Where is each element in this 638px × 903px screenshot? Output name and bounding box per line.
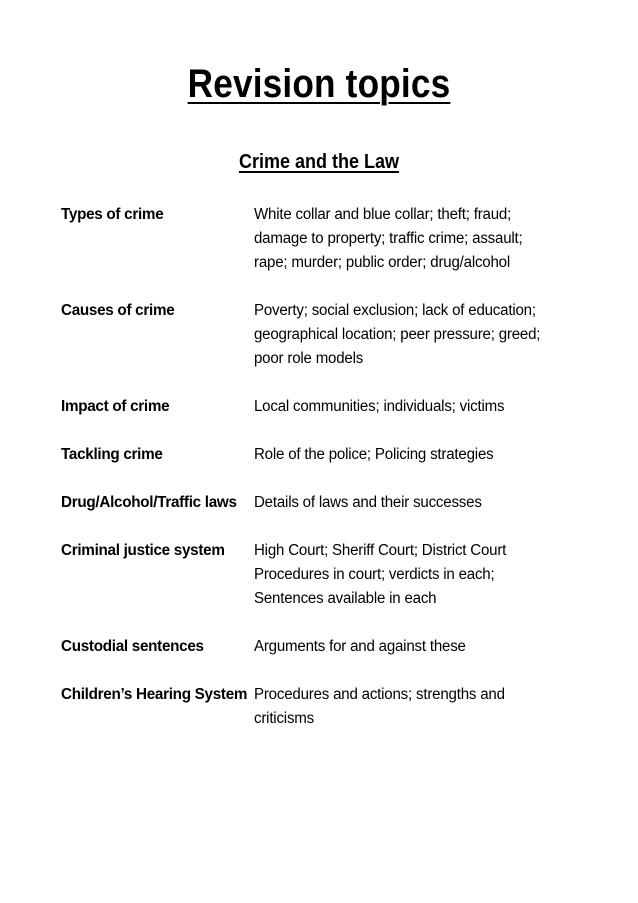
topic-detail-line: poor role models [254, 350, 364, 367]
topic-row [61, 539, 581, 611]
topic-detail [254, 203, 581, 275]
topic-detail [254, 395, 581, 419]
topic-name: Custodial sentences [61, 638, 204, 655]
topic-row [61, 635, 581, 659]
topic-name: Tackling crime [61, 446, 163, 463]
topic-detail [254, 635, 581, 659]
topic-detail-line: criticisms [254, 710, 314, 727]
topic-name: Children’s Hearing System [61, 686, 248, 703]
topic-name: Impact of crime [61, 398, 170, 415]
page-title: Revision topics [187, 62, 451, 106]
topic-row [61, 491, 581, 515]
topic-detail-line: Poverty; social exclusion; lack of education; [254, 302, 536, 319]
topics-list [61, 203, 581, 731]
topic-name: Criminal justice system [61, 542, 225, 559]
topic-name: Types of crime [61, 206, 164, 223]
topic-name: Drug/Alcohol/Traffic laws [61, 494, 237, 511]
topic-detail-line: rape; murder; public order; drug/alcohol [254, 254, 511, 271]
topic-detail [254, 443, 581, 467]
page-subtitle: Crime and the Law [238, 151, 400, 173]
topic-detail-line: damage to property; traffic crime; assault; [254, 230, 523, 247]
topic-detail-line: White collar and blue collar; theft; fraud; [254, 206, 512, 223]
topic-detail [254, 539, 581, 611]
topic-row [61, 299, 581, 371]
topic-detail-line: Procedures and actions; strengths and [254, 686, 505, 703]
topic-detail-line: Details of laws and their successes [254, 494, 482, 511]
topic-detail [254, 683, 581, 731]
topic-detail [254, 299, 581, 371]
topic-detail-line: Procedures in court; verdicts in each; [254, 566, 495, 583]
topic-detail-line: geographical location; peer pressure; greed; [254, 326, 541, 343]
topic-row [61, 203, 581, 275]
topic-detail-line: Arguments for and against these [254, 638, 466, 655]
topic-detail-line: Local communities; individuals; victims [254, 398, 505, 415]
topic-row [61, 395, 581, 419]
topic-name: Causes of crime [61, 302, 175, 319]
topic-row [61, 683, 581, 731]
topic-row [61, 443, 581, 467]
topic-detail-line: High Court; Sheriff Court; District Court [254, 542, 507, 559]
topic-detail-line: Sentences available in each [254, 590, 437, 607]
topic-detail-line: Role of the police; Policing strategies [254, 446, 494, 463]
topic-detail [254, 491, 581, 515]
